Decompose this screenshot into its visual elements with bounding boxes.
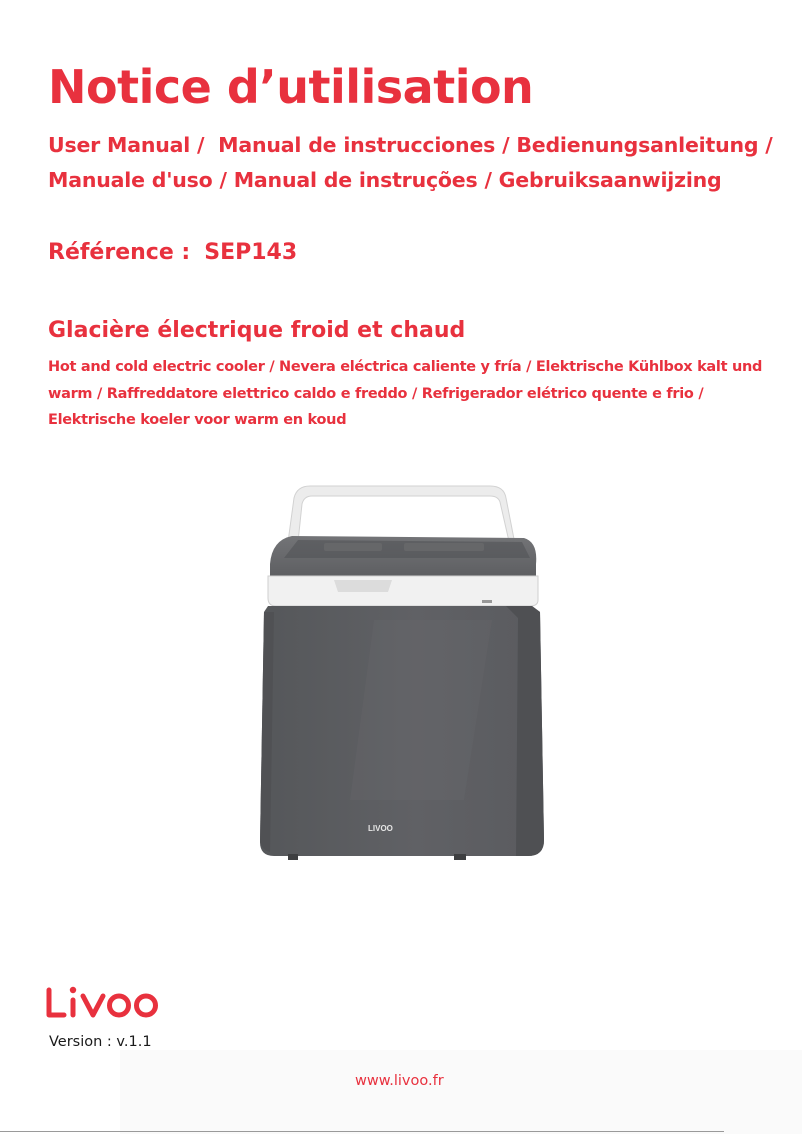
reference-value: SEP143 [204,240,298,265]
cooler-lid [270,536,536,576]
cooler-body [260,606,544,856]
footer-background [120,1050,802,1134]
reference-label: Référence : [48,240,191,265]
version-label: Version : v.1.1 [49,1034,152,1050]
reference [48,240,297,265]
livoo-logo [46,980,160,1022]
website-link[interactable]: www.livoo.fr [355,1073,444,1089]
manual-languages-line-2: Manuale d'uso / Manual de instruções / Gebruiksaanwijzing [48,168,722,192]
manual-languages [48,128,773,198]
product-subtitle: Hot and cold electric cooler / Nevera eléctrica caliente y fría / Elektrische Kühlbox kalt und warm / Raffreddatore elettrico caldo e freddo / Refrigerador elétrico quente e frio / Elektrische koeler voor warm en koud [48,359,763,428]
bottom-divider [0,1131,724,1132]
product-title: Glacière électrique froid et chaud [48,318,466,343]
page-title: Notice d’utilisation [48,60,534,114]
cooler-product-image [254,480,546,866]
cooler-lid-band [268,576,538,606]
cooler-brand-mark: LIVOO [368,824,393,833]
manual-languages-line-1: User Manual / Manual de instrucciones / Bedienungsanleitung / [48,133,773,157]
